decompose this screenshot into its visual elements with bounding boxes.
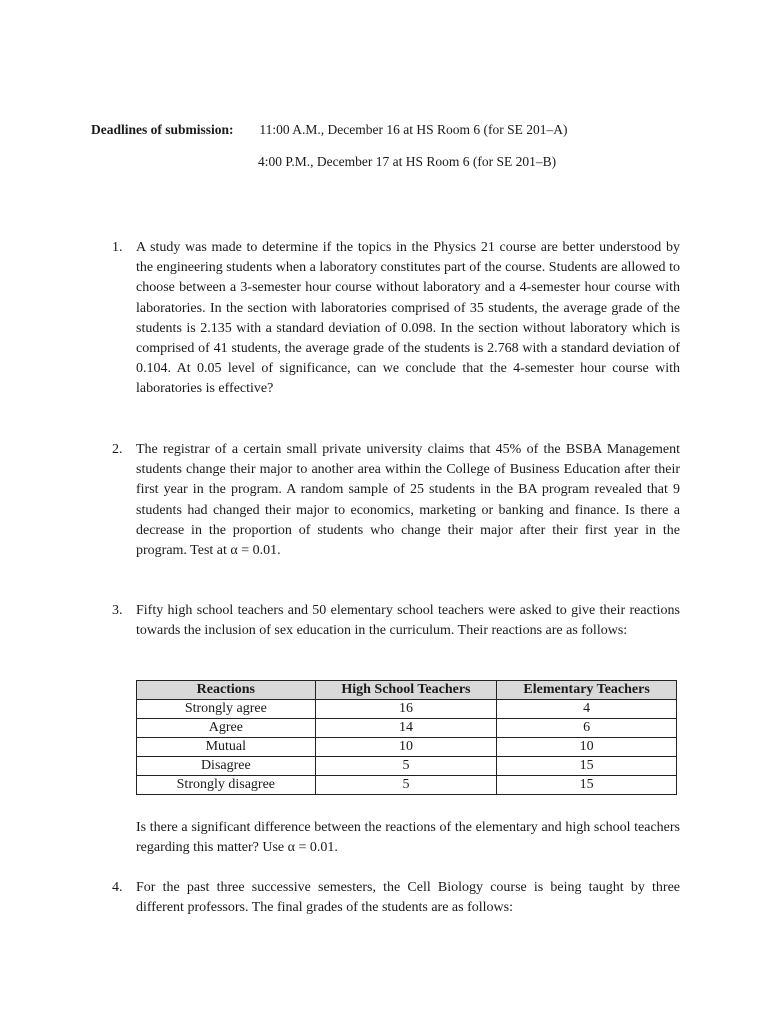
table-row xyxy=(137,700,677,719)
deadline-line-1 xyxy=(91,120,567,140)
table-cell: 16 xyxy=(315,700,497,719)
table-header-row xyxy=(137,681,677,700)
deadlines-label: Deadlines of submission: xyxy=(91,122,234,137)
deadlines-block xyxy=(91,120,567,172)
question-number: 1. xyxy=(112,240,123,255)
question-text: The registrar of a certain small private university claims that 45% of the BSBA Management students change their major to another area within the College of Business Education after their first year in the program. A random sample of 25 students in the BA program revealed that 9 students had changed their major to economics, marketing or banking and finance. Is there a decrease in the proportion of students who change their major after their first year in the program. Test at α = 0.01. xyxy=(136,442,680,559)
reactions-table xyxy=(136,680,677,795)
deadline-section-a: 11:00 A.M., December 16 at HS Room 6 (for SE 201–A) xyxy=(259,122,568,137)
question-3-followup: Is there a significant difference between the reactions of the elementary and high school teachers regarding this matter? Use α = 0.01. xyxy=(136,820,680,856)
table-cell: 5 xyxy=(315,776,497,795)
table-cell: Strongly disagree xyxy=(137,776,316,795)
table-header-cell: High School Teachers xyxy=(315,681,497,700)
question-1 xyxy=(112,238,680,400)
table-cell: Strongly agree xyxy=(137,700,316,719)
table-cell: 4 xyxy=(497,700,677,719)
question-number: 2. xyxy=(112,442,123,457)
table-cell: 15 xyxy=(497,757,677,776)
table-cell: 10 xyxy=(315,738,497,757)
question-text: Fifty high school teachers and 50 elementary school teachers were asked to give their reactions towards the inclusion of sex education in the curriculum. Their reactions are as follows: xyxy=(136,603,680,639)
table-cell: 10 xyxy=(497,738,677,757)
table-row xyxy=(137,757,677,776)
table-cell: Agree xyxy=(137,719,316,738)
question-number: 3. xyxy=(112,603,123,618)
question-4 xyxy=(112,878,680,918)
table-header-cell: Reactions xyxy=(137,681,316,700)
question-2 xyxy=(112,440,680,561)
table-cell: Mutual xyxy=(137,738,316,757)
question-number: 4. xyxy=(112,880,123,895)
table-cell: Disagree xyxy=(137,757,316,776)
question-text: A study was made to determine if the topics in the Physics 21 course are better understood by the engineering students when a laboratory constitutes part of the course. Students are allowed to choose between a 3-semester hour course without laboratory and a 4-semester hour course with laboratories. In the section with laboratories comprised of 35 students, the average grade of the students is 2.135 with a standard deviation of 0.098. In the section without laboratory which is comprised of 41 students, the average grade of the students is 2.768 with a standard deviation of 0.104. At 0.05 level of significance, can we conclude that the 4-semester hour course with laboratories is effective? xyxy=(136,240,680,397)
table-cell: 5 xyxy=(315,757,497,776)
table-row xyxy=(137,738,677,757)
table-row xyxy=(137,719,677,738)
deadline-section-b: 4:00 P.M., December 17 at HS Room 6 (for SE 201–B) xyxy=(258,154,557,169)
question-3 xyxy=(112,601,680,641)
table-header-cell: Elementary Teachers xyxy=(497,681,677,700)
table-cell: 15 xyxy=(497,776,677,795)
table-cell: 14 xyxy=(315,719,497,738)
question-text: For the past three successive semesters, the Cell Biology course is being taught by three different professors. The final grades of the students are as follows: xyxy=(136,880,680,916)
table-row xyxy=(137,776,677,795)
table-cell: 6 xyxy=(497,719,677,738)
